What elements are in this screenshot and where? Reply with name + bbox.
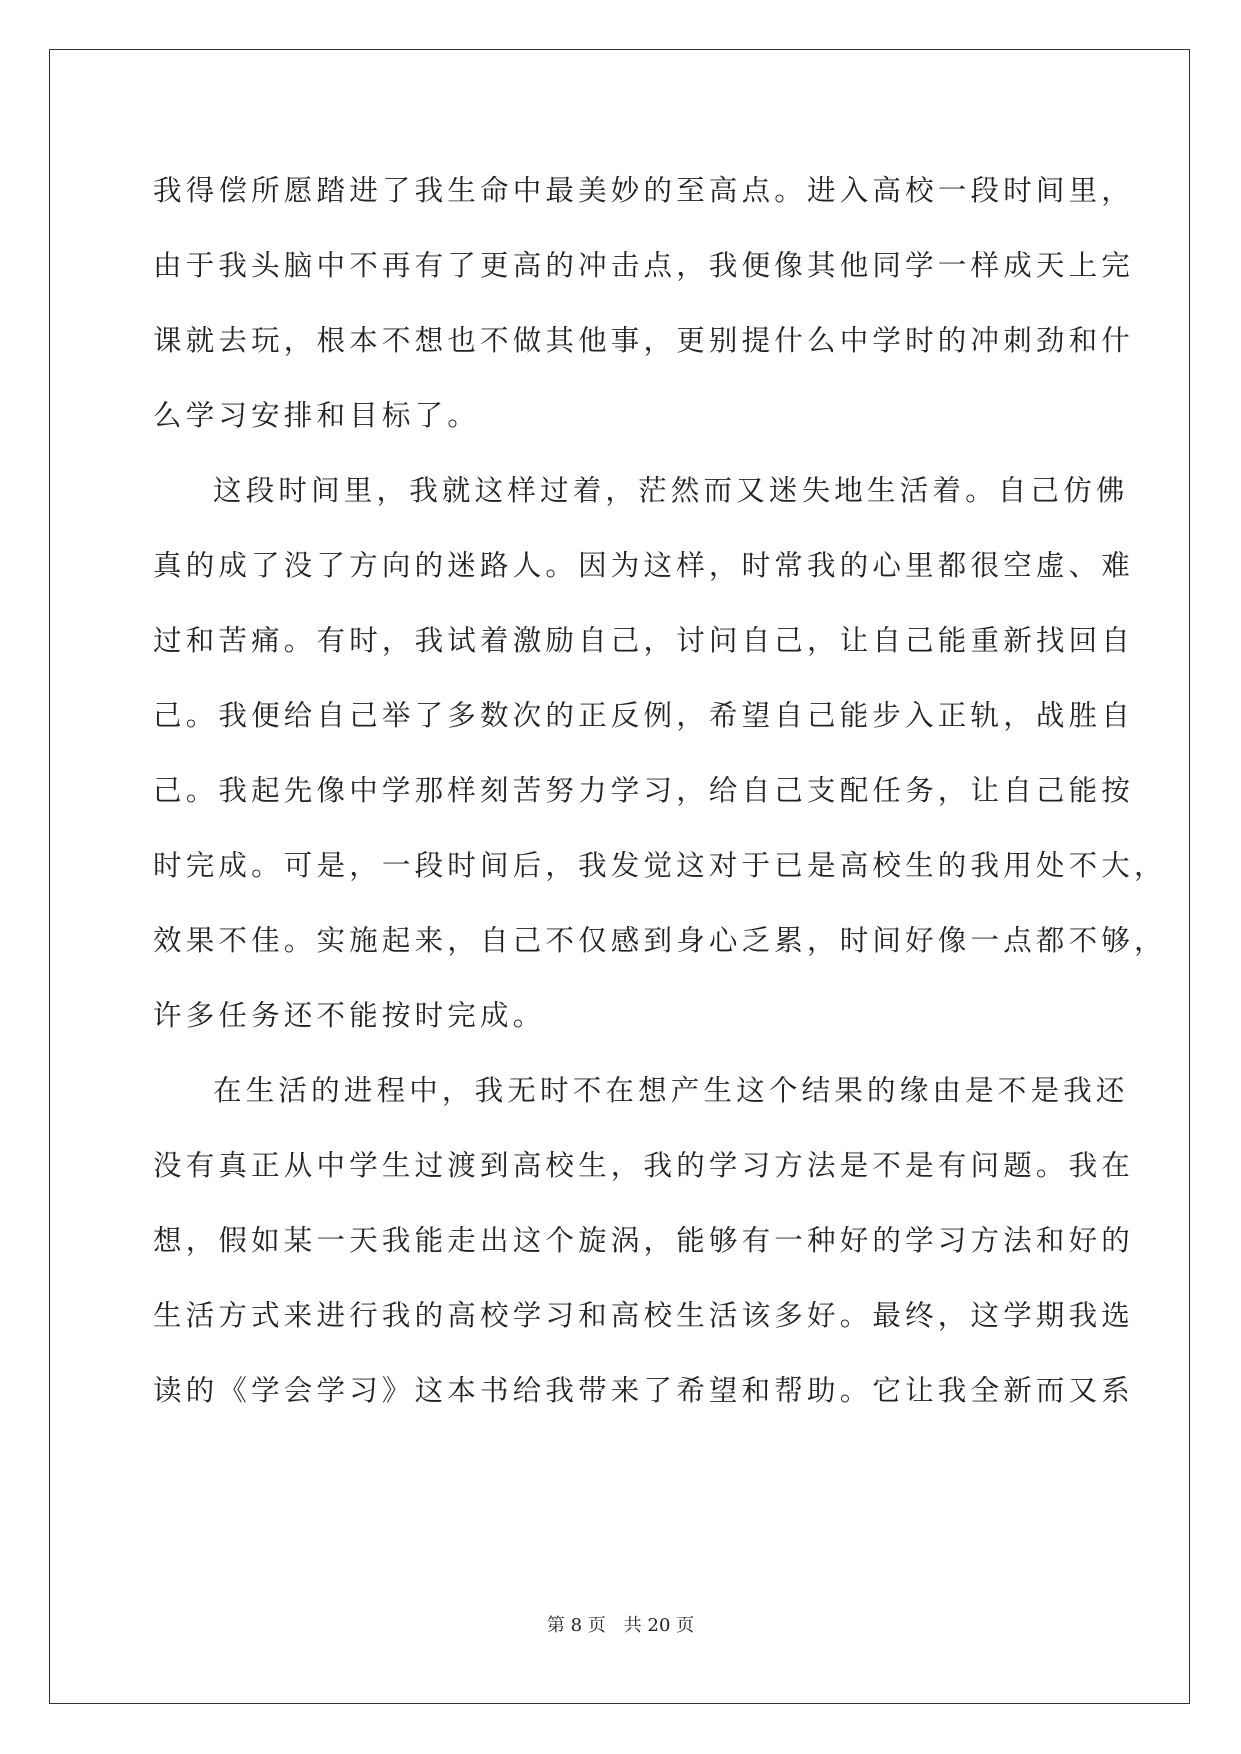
text-line: 没有真正从中学生过渡到高校生，我的学习方法是不是有问题。我在 [153, 1149, 1135, 1182]
text-line: 己。我便给自己举了多数次的正反例，希望自己能步入正轨，战胜自 [153, 699, 1135, 732]
text-line: 课就去玩，根本不想也不做其他事，更别提什么中学时的冲刺劲和什 [153, 324, 1135, 357]
text-line: 己。我起先像中学那样刻苦努力学习，给自己支配任务，让自己能按 [153, 774, 1135, 807]
text-line: 由于我头脑中不再有了更高的冲击点，我便像其他同学一样成天上完 [153, 249, 1135, 282]
text-line: 我得偿所愿踏进了我生命中最美妙的至高点。进入高校一段时间里， [153, 174, 1135, 207]
text-line: 生活方式来进行我的高校学习和高校生活该多好。最终，这学期我选 [153, 1299, 1135, 1332]
text-line: 过和苦痛。有时，我试着激励自己，讨问自己，让自己能重新找回自 [153, 624, 1135, 657]
page-number: 第 8 页 共 20 页 [546, 1615, 695, 1636]
text-line: 么学习安排和目标了。 [153, 399, 481, 432]
text-line: 许多任务还不能按时完成。 [153, 999, 546, 1032]
text-line: 读的《学会学习》这本书给我带来了希望和帮助。它让我全新而又系 [153, 1374, 1135, 1407]
text-line: 想，假如某一天我能走出这个旋涡，能够有一种好的学习方法和好的 [153, 1224, 1135, 1257]
text-line: 在生活的进程中，我无时不在想产生这个结果的缘由是不是我还 [213, 1074, 1129, 1107]
text-line: 效果不佳。实施起来，自己不仅感到身心乏累，时间好像一点都不够， [153, 924, 1167, 957]
text-line: 真的成了没了方向的迷路人。因为这样，时常我的心里都很空虚、难 [153, 549, 1135, 582]
text-line: 这段时间里，我就这样过着，茫然而又迷失地生活着。自己仿佛 [213, 474, 1129, 507]
text-line: 时完成。可是，一段时间后，我发觉这对于已是高校生的我用处不大， [153, 849, 1167, 882]
